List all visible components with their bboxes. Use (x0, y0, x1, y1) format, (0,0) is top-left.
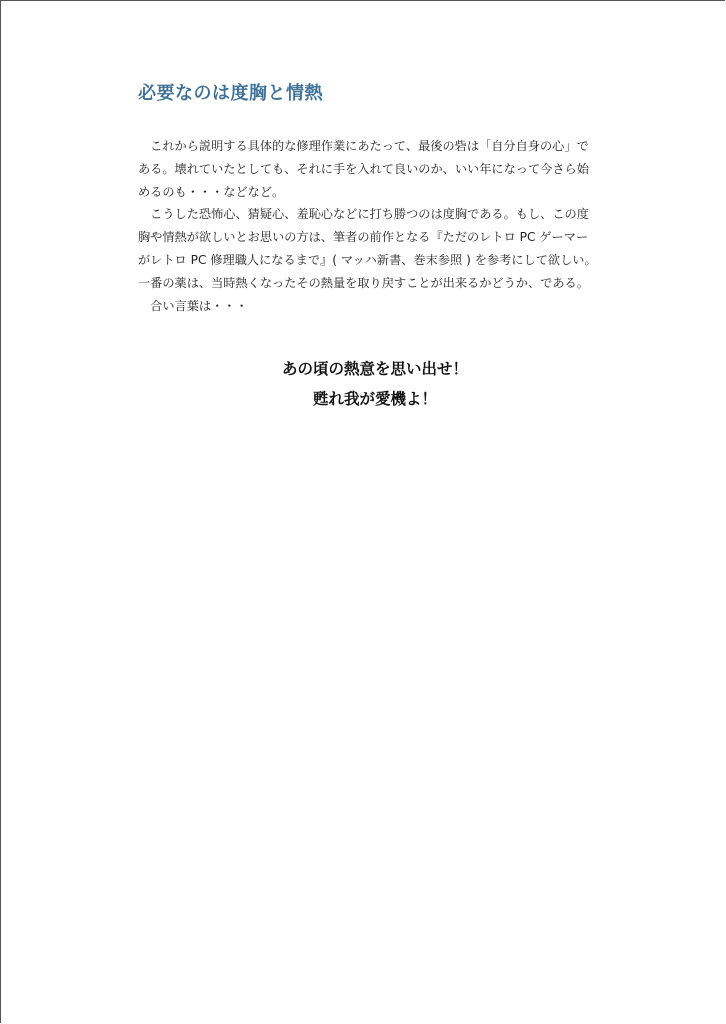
body-line: めるのも・・・などなど。 (138, 184, 285, 199)
motto-line-1: あの頃の熱意を思い出せ！ (281, 360, 468, 378)
body-line: 胸や情熱が欲しいとお思いの方は、筆者の前作となる『ただのレトロ PC ゲーマー (138, 230, 589, 245)
body-paragraphs (138, 135, 612, 317)
body-line: こうした恐怖心、猜疑心、羞恥心などに打ち勝つのは度胸である。もし、この度 (138, 207, 589, 222)
body-line: これから説明する具体的な修理作業にあたって、最後の砦は「自分自身の心」で (138, 139, 589, 153)
body-line: 一番の薬は、当時熱くなったその熱量を取り戻すことが出来るかどうか、である。 (138, 275, 589, 290)
section-heading: 必要なのは度胸と情熱 (138, 83, 323, 104)
body-line: 合い言葉は・・・ (138, 298, 248, 313)
body-line: ある。壊れていたとしても、それに手を入れて良いのか、いい年になって今さら始 (138, 161, 589, 176)
body-line: がレトロ PC 修理職人になるまで』( マッハ新書、巻末参照 ) を参考にして欲しい。 (138, 252, 597, 267)
motto-line-2: 甦れ我が愛機よ！ (312, 390, 437, 408)
